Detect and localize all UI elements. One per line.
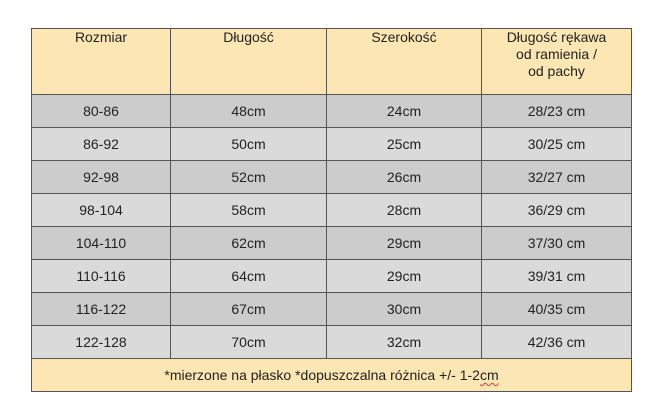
cell-length: 52cm — [171, 161, 327, 194]
table-row — [32, 293, 632, 326]
footer-note — [32, 359, 632, 392]
header-width — [327, 29, 482, 95]
cell-length: 70cm — [171, 326, 327, 359]
cell-sleeve: 32/27 cm — [482, 161, 632, 194]
cell-length: 67cm — [171, 293, 327, 326]
cell-sleeve: 39/31 cm — [482, 260, 632, 293]
cell-width: 29cm — [327, 227, 482, 260]
header-length — [171, 29, 327, 95]
table-row — [32, 161, 632, 194]
table-row — [32, 260, 632, 293]
cell-sleeve: 37/30 cm — [482, 227, 632, 260]
cell-width: 24cm — [327, 95, 482, 128]
cell-size: 80-86 — [32, 95, 171, 128]
cell-width: 25cm — [327, 128, 482, 161]
header-sleeve-line-2: od ramienia / — [516, 46, 597, 62]
size-chart-table — [31, 28, 632, 392]
cell-length: 62cm — [171, 227, 327, 260]
table-row — [32, 194, 632, 227]
table-row — [32, 326, 632, 359]
cell-length: 58cm — [171, 194, 327, 227]
cell-sleeve: 40/35 cm — [482, 293, 632, 326]
cell-width: 26cm — [327, 161, 482, 194]
table-footer — [32, 359, 632, 392]
table-body — [32, 95, 632, 359]
cell-size: 122-128 — [32, 326, 171, 359]
footer-note-text: *mierzone na płasko *dopuszczalna różnica +/- 1-2 — [164, 367, 480, 383]
cell-sleeve: 42/36 cm — [482, 326, 632, 359]
footer-note-unit: cm — [479, 367, 499, 383]
table-header — [32, 29, 632, 95]
cell-size: 116-122 — [32, 293, 171, 326]
cell-size: 110-116 — [32, 260, 171, 293]
table-row — [32, 128, 632, 161]
header-row — [32, 29, 632, 95]
cell-width: 32cm — [327, 326, 482, 359]
header-size — [32, 29, 171, 95]
footer-row — [32, 359, 632, 392]
cell-length: 50cm — [171, 128, 327, 161]
header-size-label: Rozmiar — [74, 29, 128, 45]
cell-sleeve: 28/23 cm — [482, 95, 632, 128]
table-row — [32, 227, 632, 260]
cell-width: 29cm — [327, 260, 482, 293]
cell-width: 28cm — [327, 194, 482, 227]
table-row — [32, 95, 632, 128]
header-length-label: Długość — [223, 29, 274, 45]
header-sleeve — [482, 29, 632, 95]
header-width-label: Szerokość — [371, 29, 437, 45]
cell-width: 30cm — [327, 293, 482, 326]
header-sleeve-line-1: Długość rękawa — [506, 29, 607, 45]
cell-size: 104-110 — [32, 227, 171, 260]
cell-size: 98-104 — [32, 194, 171, 227]
cell-size: 86-92 — [32, 128, 171, 161]
cell-sleeve: 36/29 cm — [482, 194, 632, 227]
cell-sleeve: 30/25 cm — [482, 128, 632, 161]
cell-length: 48cm — [171, 95, 327, 128]
cell-size: 92-98 — [32, 161, 171, 194]
cell-length: 64cm — [171, 260, 327, 293]
header-sleeve-line-3: od pachy — [528, 63, 585, 79]
